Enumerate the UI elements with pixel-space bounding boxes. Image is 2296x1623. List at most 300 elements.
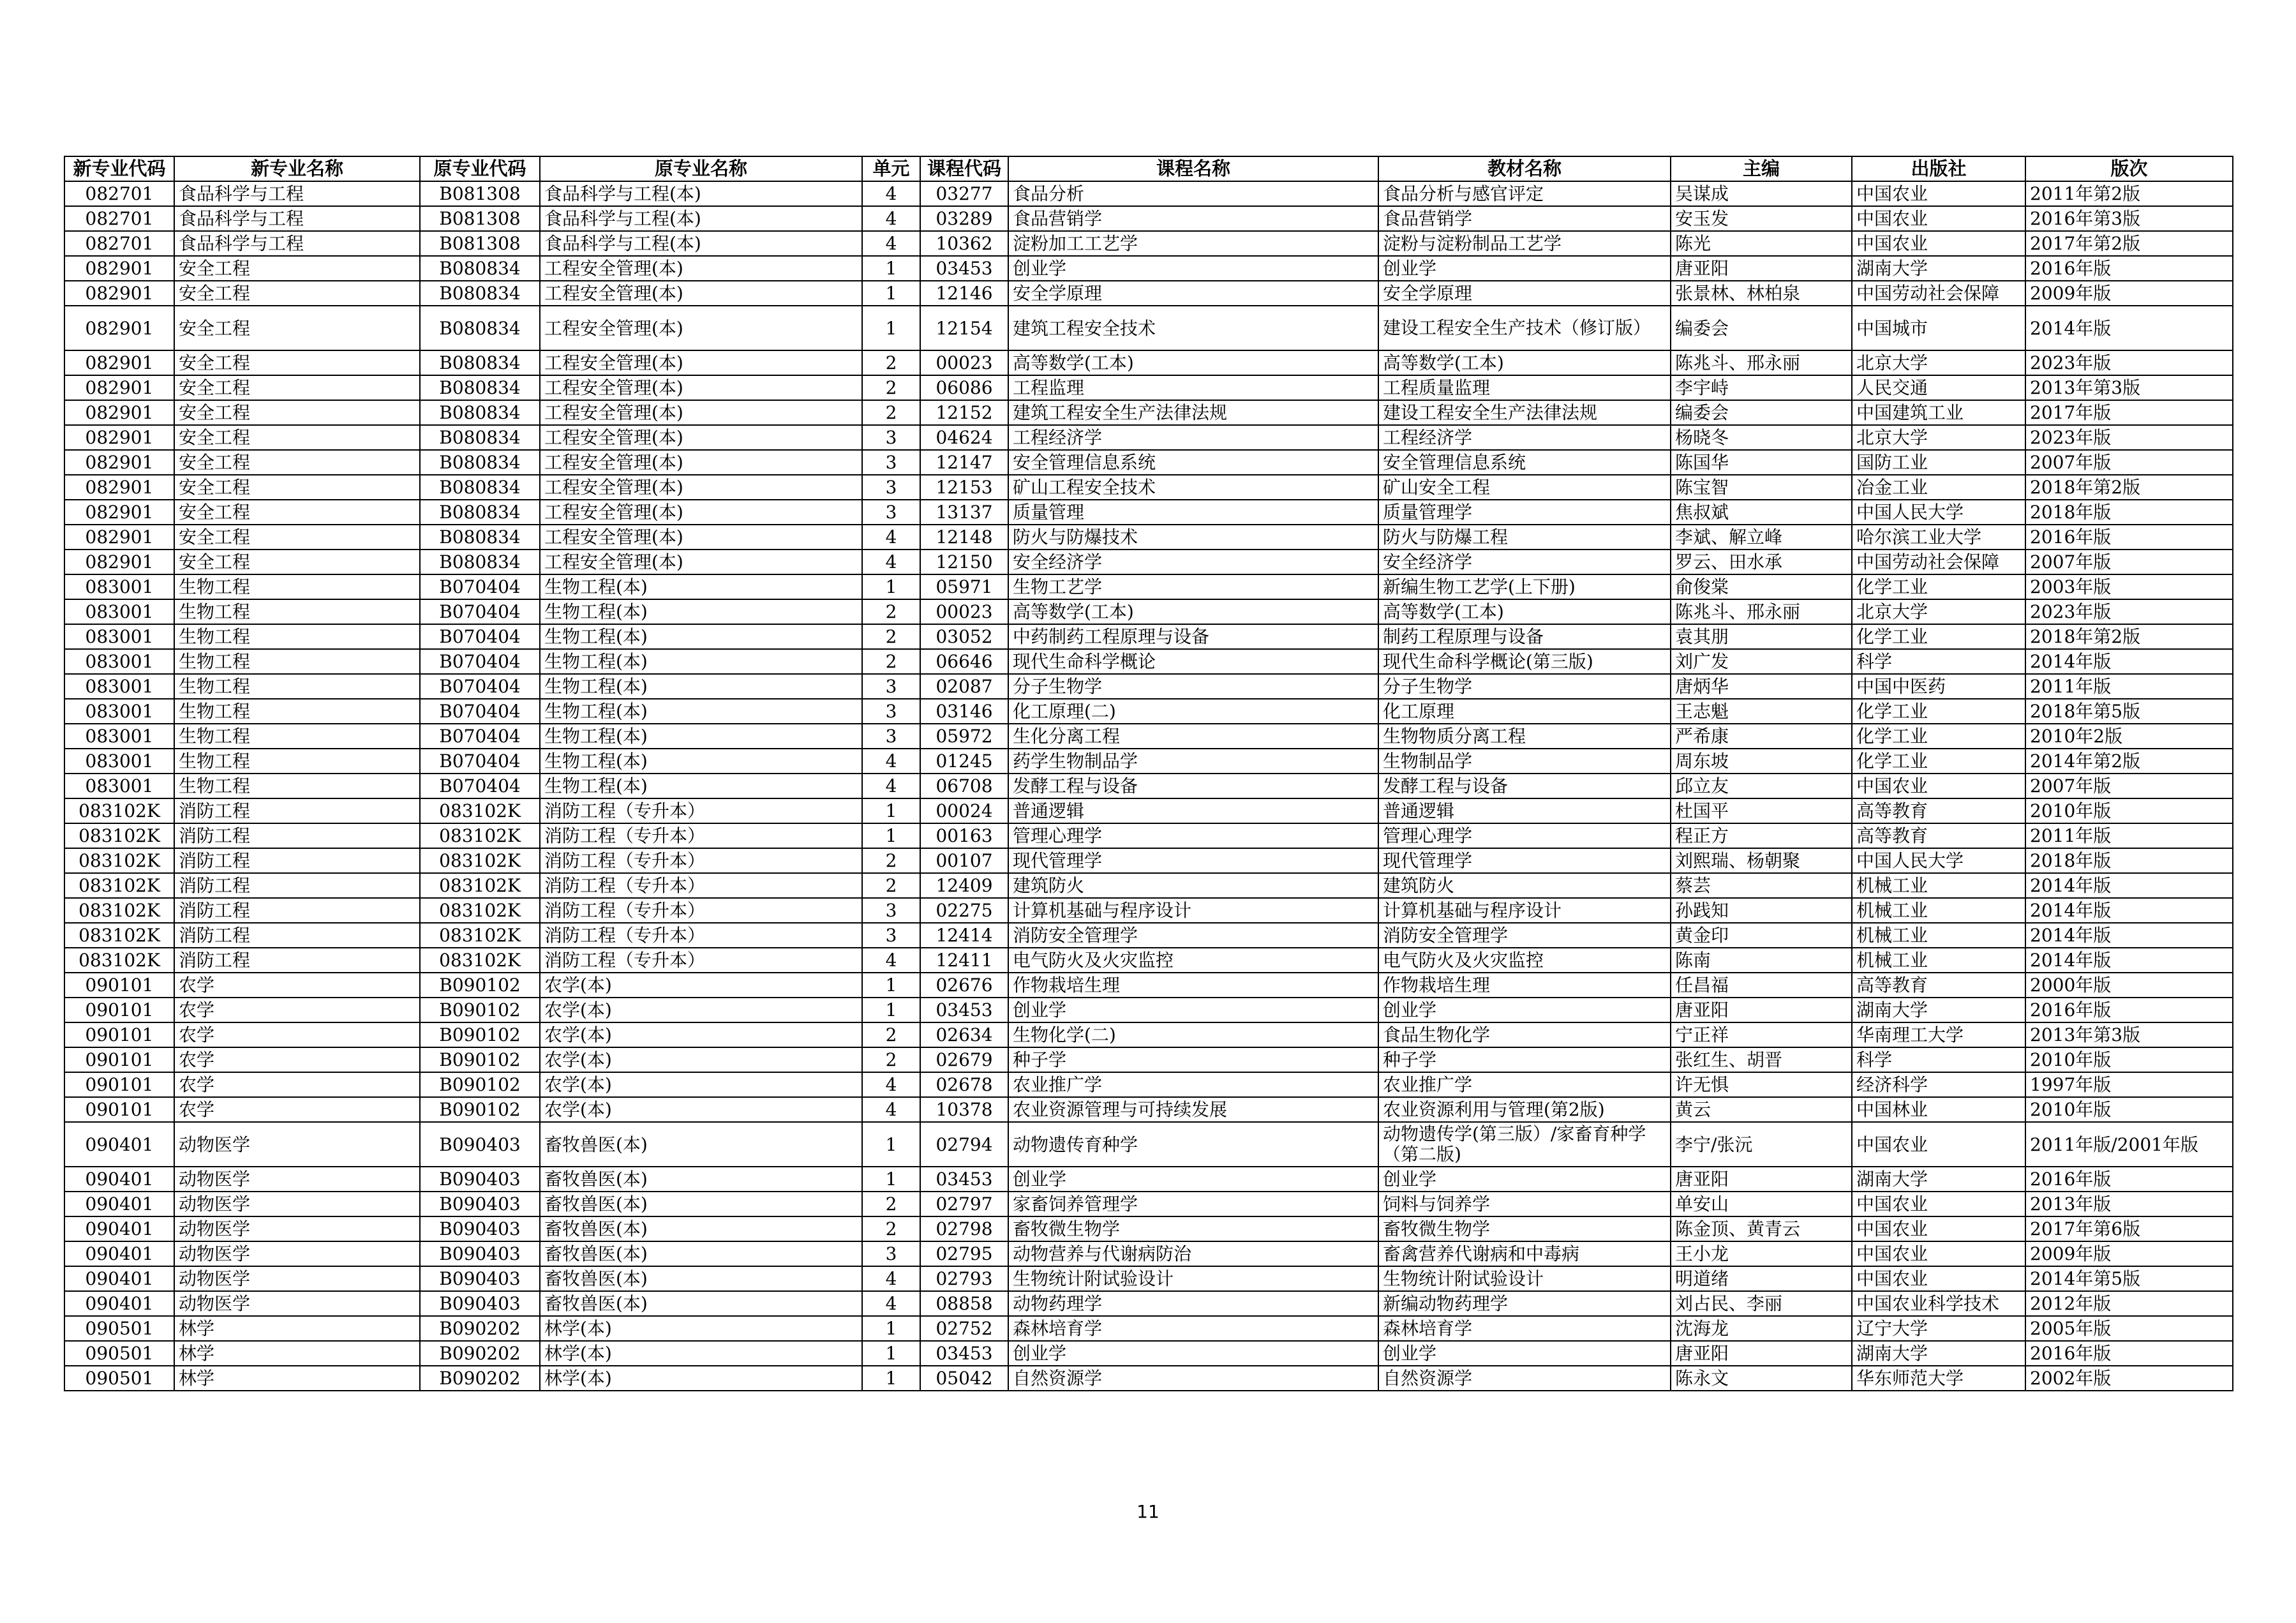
header-publisher: 出版社 bbox=[1852, 156, 2025, 181]
cell-publisher: 中国农业 bbox=[1852, 1122, 2025, 1167]
cell-course-name: 创业学 bbox=[1008, 998, 1378, 1022]
cell-old-major-name: 农学(本) bbox=[540, 1097, 862, 1122]
cell-old-major-code: B070404 bbox=[420, 599, 540, 624]
cell-unit: 3 bbox=[862, 450, 920, 475]
cell-new-major-name: 农学 bbox=[174, 1072, 420, 1097]
cell-publisher: 中国人民大学 bbox=[1852, 500, 2025, 525]
cell-new-major-code: 090101 bbox=[64, 1072, 174, 1097]
cell-old-major-name: 生物工程(本) bbox=[540, 649, 862, 674]
table-row bbox=[64, 674, 2233, 699]
cell-new-major-code: 083001 bbox=[64, 674, 174, 699]
cell-publisher: 北京大学 bbox=[1852, 350, 2025, 375]
cell-edition: 2017年第6版 bbox=[2025, 1216, 2233, 1241]
cell-publisher: 科学 bbox=[1852, 649, 2025, 674]
cell-unit: 1 bbox=[862, 1316, 920, 1341]
cell-edition: 2018年版 bbox=[2025, 500, 2233, 525]
cell-editor: 邱立友 bbox=[1671, 774, 1852, 798]
cell-edition: 2016年版 bbox=[2025, 1341, 2233, 1366]
cell-course-code: 02795 bbox=[920, 1241, 1008, 1266]
table-row bbox=[64, 1316, 2233, 1341]
cell-publisher: 中国城市 bbox=[1852, 306, 2025, 350]
cell-publisher: 机械工业 bbox=[1852, 873, 2025, 898]
cell-edition: 2011年第2版 bbox=[2025, 181, 2233, 206]
cell-course-code: 03453 bbox=[920, 1341, 1008, 1366]
cell-old-major-code: 083102K bbox=[420, 898, 540, 923]
cell-textbook-name: 高等数学(工本) bbox=[1378, 350, 1671, 375]
table-row bbox=[64, 400, 2233, 425]
table-row bbox=[64, 923, 2233, 948]
cell-course-code: 06646 bbox=[920, 649, 1008, 674]
cell-edition: 2016年版 bbox=[2025, 525, 2233, 550]
cell-old-major-code: B090403 bbox=[420, 1167, 540, 1192]
cell-old-major-code: B080834 bbox=[420, 500, 540, 525]
cell-new-major-name: 生物工程 bbox=[174, 699, 420, 724]
cell-new-major-code: 083001 bbox=[64, 749, 174, 774]
table-row bbox=[64, 1122, 2233, 1167]
cell-old-major-code: B090202 bbox=[420, 1366, 540, 1391]
cell-old-major-name: 食品科学与工程(本) bbox=[540, 206, 862, 231]
cell-new-major-code: 082901 bbox=[64, 375, 174, 400]
cell-editor: 宁正祥 bbox=[1671, 1022, 1852, 1047]
cell-editor: 唐亚阳 bbox=[1671, 998, 1852, 1022]
cell-unit: 4 bbox=[862, 1291, 920, 1316]
cell-course-name: 动物营养与代谢病防治 bbox=[1008, 1241, 1378, 1266]
cell-new-major-name: 动物医学 bbox=[174, 1216, 420, 1241]
cell-editor: 张红生、胡晋 bbox=[1671, 1047, 1852, 1072]
cell-unit: 3 bbox=[862, 425, 920, 450]
cell-old-major-code: B080834 bbox=[420, 256, 540, 281]
cell-new-major-code: 090401 bbox=[64, 1192, 174, 1216]
cell-course-name: 高等数学(工本) bbox=[1008, 350, 1378, 375]
header-new-major-code: 新专业代码 bbox=[64, 156, 174, 181]
cell-editor: 唐亚阳 bbox=[1671, 256, 1852, 281]
header-course-name: 课程名称 bbox=[1008, 156, 1378, 181]
cell-old-major-name: 工程安全管理(本) bbox=[540, 350, 862, 375]
cell-new-major-code: 082701 bbox=[64, 231, 174, 256]
cell-publisher: 中国林业 bbox=[1852, 1097, 2025, 1122]
cell-new-major-code: 090401 bbox=[64, 1266, 174, 1291]
table-row bbox=[64, 1341, 2233, 1366]
cell-old-major-code: B090102 bbox=[420, 973, 540, 998]
cell-old-major-code: 083102K bbox=[420, 848, 540, 873]
cell-textbook-name: 管理心理学 bbox=[1378, 823, 1671, 848]
cell-edition: 1997年版 bbox=[2025, 1072, 2233, 1097]
cell-new-major-code: 083001 bbox=[64, 649, 174, 674]
table-row bbox=[64, 749, 2233, 774]
cell-course-name: 建筑工程安全技术 bbox=[1008, 306, 1378, 350]
cell-new-major-name: 消防工程 bbox=[174, 848, 420, 873]
cell-new-major-code: 083102K bbox=[64, 823, 174, 848]
cell-edition: 2014年第2版 bbox=[2025, 749, 2233, 774]
cell-edition: 2007年版 bbox=[2025, 450, 2233, 475]
cell-unit: 4 bbox=[862, 1266, 920, 1291]
cell-edition: 2014年版 bbox=[2025, 923, 2233, 948]
cell-new-major-code: 083102K bbox=[64, 948, 174, 973]
cell-old-major-name: 农学(本) bbox=[540, 1047, 862, 1072]
cell-old-major-code: B090202 bbox=[420, 1316, 540, 1341]
cell-textbook-name: 食品营销学 bbox=[1378, 206, 1671, 231]
cell-new-major-name: 安全工程 bbox=[174, 475, 420, 500]
cell-course-code: 03453 bbox=[920, 256, 1008, 281]
cell-unit: 3 bbox=[862, 475, 920, 500]
header-unit: 单元 bbox=[862, 156, 920, 181]
cell-new-major-code: 090101 bbox=[64, 973, 174, 998]
cell-course-code: 12152 bbox=[920, 400, 1008, 425]
table-row bbox=[64, 848, 2233, 873]
cell-publisher: 中国建筑工业 bbox=[1852, 400, 2025, 425]
cell-edition: 2014年版 bbox=[2025, 898, 2233, 923]
cell-editor: 刘熙瑞、杨朝聚 bbox=[1671, 848, 1852, 873]
cell-unit: 4 bbox=[862, 525, 920, 550]
table-row bbox=[64, 525, 2233, 550]
cell-course-name: 工程监理 bbox=[1008, 375, 1378, 400]
cell-editor: 陈金顶、黄青云 bbox=[1671, 1216, 1852, 1241]
cell-editor: 周东坡 bbox=[1671, 749, 1852, 774]
table-row bbox=[64, 425, 2233, 450]
cell-unit: 2 bbox=[862, 624, 920, 649]
cell-course-code: 00024 bbox=[920, 798, 1008, 823]
cell-course-name: 动物药理学 bbox=[1008, 1291, 1378, 1316]
cell-editor: 任昌福 bbox=[1671, 973, 1852, 998]
cell-unit: 4 bbox=[862, 1072, 920, 1097]
cell-old-major-code: B070404 bbox=[420, 624, 540, 649]
cell-unit: 4 bbox=[862, 550, 920, 574]
cell-edition: 2011年版 bbox=[2025, 823, 2233, 848]
cell-course-name: 计算机基础与程序设计 bbox=[1008, 898, 1378, 923]
cell-unit: 4 bbox=[862, 206, 920, 231]
cell-edition: 2014年第5版 bbox=[2025, 1266, 2233, 1291]
cell-textbook-name: 淀粉与淀粉制品工艺学 bbox=[1378, 231, 1671, 256]
cell-unit: 2 bbox=[862, 375, 920, 400]
cell-course-code: 12414 bbox=[920, 923, 1008, 948]
cell-new-major-name: 生物工程 bbox=[174, 749, 420, 774]
cell-unit: 2 bbox=[862, 1047, 920, 1072]
cell-editor: 程正方 bbox=[1671, 823, 1852, 848]
cell-unit: 2 bbox=[862, 599, 920, 624]
cell-publisher: 化学工业 bbox=[1852, 699, 2025, 724]
cell-course-code: 05971 bbox=[920, 574, 1008, 599]
cell-course-code: 12411 bbox=[920, 948, 1008, 973]
cell-edition: 2018年第2版 bbox=[2025, 475, 2233, 500]
cell-new-major-name: 食品科学与工程 bbox=[174, 181, 420, 206]
table-row bbox=[64, 1167, 2233, 1192]
cell-new-major-name: 林学 bbox=[174, 1341, 420, 1366]
cell-unit: 4 bbox=[862, 1097, 920, 1122]
cell-new-major-code: 083001 bbox=[64, 774, 174, 798]
cell-old-major-code: 083102K bbox=[420, 823, 540, 848]
table-row bbox=[64, 898, 2233, 923]
cell-new-major-code: 090401 bbox=[64, 1122, 174, 1167]
cell-course-name: 作物栽培生理 bbox=[1008, 973, 1378, 998]
cell-old-major-code: B080834 bbox=[420, 350, 540, 375]
cell-editor: 李宇峙 bbox=[1671, 375, 1852, 400]
cell-old-major-name: 消防工程（专升本） bbox=[540, 873, 862, 898]
cell-old-major-code: B070404 bbox=[420, 699, 540, 724]
table-row bbox=[64, 1022, 2233, 1047]
cell-new-major-name: 消防工程 bbox=[174, 898, 420, 923]
cell-textbook-name: 建设工程安全生产法律法规 bbox=[1378, 400, 1671, 425]
cell-course-code: 02793 bbox=[920, 1266, 1008, 1291]
cell-new-major-name: 生物工程 bbox=[174, 674, 420, 699]
cell-edition: 2009年版 bbox=[2025, 281, 2233, 306]
cell-new-major-code: 083001 bbox=[64, 699, 174, 724]
cell-course-code: 02634 bbox=[920, 1022, 1008, 1047]
cell-textbook-name: 现代生命科学概论(第三版) bbox=[1378, 649, 1671, 674]
cell-textbook-name: 生物物质分离工程 bbox=[1378, 724, 1671, 749]
cell-editor: 编委会 bbox=[1671, 400, 1852, 425]
cell-publisher: 中国农业 bbox=[1852, 1266, 2025, 1291]
cell-old-major-name: 林学(本) bbox=[540, 1366, 862, 1391]
cell-new-major-code: 090401 bbox=[64, 1241, 174, 1266]
cell-editor: 杜国平 bbox=[1671, 798, 1852, 823]
cell-course-code: 02676 bbox=[920, 973, 1008, 998]
cell-unit: 3 bbox=[862, 898, 920, 923]
cell-old-major-code: B080834 bbox=[420, 281, 540, 306]
cell-edition: 2018年版 bbox=[2025, 848, 2233, 873]
cell-editor: 孙践知 bbox=[1671, 898, 1852, 923]
cell-course-code: 02679 bbox=[920, 1047, 1008, 1072]
cell-course-code: 02798 bbox=[920, 1216, 1008, 1241]
cell-editor: 编委会 bbox=[1671, 306, 1852, 350]
cell-unit: 1 bbox=[862, 574, 920, 599]
cell-old-major-name: 工程安全管理(本) bbox=[540, 450, 862, 475]
cell-course-code: 08858 bbox=[920, 1291, 1008, 1316]
cell-unit: 2 bbox=[862, 350, 920, 375]
cell-new-major-code: 083102K bbox=[64, 848, 174, 873]
table-body bbox=[64, 181, 2233, 1391]
cell-old-major-name: 生物工程(本) bbox=[540, 724, 862, 749]
cell-edition: 2011年版 bbox=[2025, 674, 2233, 699]
cell-new-major-name: 动物医学 bbox=[174, 1122, 420, 1167]
cell-unit: 4 bbox=[862, 231, 920, 256]
cell-course-name: 质量管理 bbox=[1008, 500, 1378, 525]
cell-unit: 1 bbox=[862, 1366, 920, 1391]
table-row bbox=[64, 475, 2233, 500]
cell-new-major-name: 动物医学 bbox=[174, 1192, 420, 1216]
cell-unit: 2 bbox=[862, 1192, 920, 1216]
cell-old-major-name: 生物工程(本) bbox=[540, 749, 862, 774]
cell-textbook-name: 生物统计附试验设计 bbox=[1378, 1266, 1671, 1291]
cell-textbook-name: 建设工程安全生产技术（修订版） bbox=[1378, 306, 1671, 350]
cell-new-major-name: 安全工程 bbox=[174, 425, 420, 450]
cell-old-major-code: B090202 bbox=[420, 1341, 540, 1366]
cell-course-name: 建筑防火 bbox=[1008, 873, 1378, 898]
cell-publisher: 湖南大学 bbox=[1852, 1167, 2025, 1192]
table-row bbox=[64, 1097, 2233, 1122]
cell-old-major-code: B090102 bbox=[420, 1072, 540, 1097]
table-row bbox=[64, 948, 2233, 973]
cell-course-name: 普通逻辑 bbox=[1008, 798, 1378, 823]
cell-new-major-name: 安全工程 bbox=[174, 500, 420, 525]
cell-textbook-name: 高等数学(工本) bbox=[1378, 599, 1671, 624]
cell-unit: 1 bbox=[862, 798, 920, 823]
cell-new-major-code: 082901 bbox=[64, 306, 174, 350]
cell-publisher: 中国劳动社会保障 bbox=[1852, 281, 2025, 306]
cell-new-major-code: 090501 bbox=[64, 1341, 174, 1366]
cell-textbook-name: 饲料与饲养学 bbox=[1378, 1192, 1671, 1216]
cell-textbook-name: 动物遗传学(第三版）/家畜育种学（第二版) bbox=[1378, 1122, 1671, 1167]
cell-old-major-name: 畜牧兽医(本) bbox=[540, 1266, 862, 1291]
cell-old-major-name: 生物工程(本) bbox=[540, 674, 862, 699]
cell-editor: 蔡芸 bbox=[1671, 873, 1852, 898]
cell-textbook-name: 发酵工程与设备 bbox=[1378, 774, 1671, 798]
cell-unit: 3 bbox=[862, 699, 920, 724]
table-row bbox=[64, 1291, 2233, 1316]
cell-new-major-name: 农学 bbox=[174, 1022, 420, 1047]
cell-old-major-code: B070404 bbox=[420, 649, 540, 674]
cell-course-name: 建筑工程安全生产法律法规 bbox=[1008, 400, 1378, 425]
cell-course-code: 06708 bbox=[920, 774, 1008, 798]
cell-edition: 2012年版 bbox=[2025, 1291, 2233, 1316]
cell-old-major-name: 林学(本) bbox=[540, 1341, 862, 1366]
cell-old-major-code: B090403 bbox=[420, 1241, 540, 1266]
cell-edition: 2023年版 bbox=[2025, 350, 2233, 375]
cell-course-name: 生物化学(二) bbox=[1008, 1022, 1378, 1047]
cell-publisher: 人民交通 bbox=[1852, 375, 2025, 400]
cell-course-code: 05042 bbox=[920, 1366, 1008, 1391]
cell-edition: 2014年版 bbox=[2025, 306, 2233, 350]
table-row bbox=[64, 1192, 2233, 1216]
cell-publisher: 化学工业 bbox=[1852, 624, 2025, 649]
cell-publisher: 机械工业 bbox=[1852, 948, 2025, 973]
cell-edition: 2009年版 bbox=[2025, 1241, 2233, 1266]
cell-course-name: 发酵工程与设备 bbox=[1008, 774, 1378, 798]
cell-textbook-name: 分子生物学 bbox=[1378, 674, 1671, 699]
cell-edition: 2016年版 bbox=[2025, 256, 2233, 281]
cell-publisher: 湖南大学 bbox=[1852, 998, 2025, 1022]
cell-unit: 2 bbox=[862, 649, 920, 674]
cell-new-major-code: 090401 bbox=[64, 1216, 174, 1241]
cell-unit: 1 bbox=[862, 998, 920, 1022]
cell-textbook-name: 普通逻辑 bbox=[1378, 798, 1671, 823]
cell-edition: 2016年版 bbox=[2025, 998, 2233, 1022]
cell-new-major-name: 消防工程 bbox=[174, 873, 420, 898]
cell-editor: 刘广发 bbox=[1671, 649, 1852, 674]
cell-editor: 陈南 bbox=[1671, 948, 1852, 973]
cell-publisher: 中国农业 bbox=[1852, 231, 2025, 256]
cell-edition: 2007年版 bbox=[2025, 550, 2233, 574]
cell-edition: 2010年版 bbox=[2025, 1097, 2233, 1122]
cell-publisher: 中国人民大学 bbox=[1852, 848, 2025, 873]
cell-editor: 李斌、解立峰 bbox=[1671, 525, 1852, 550]
cell-new-major-code: 083001 bbox=[64, 574, 174, 599]
header-new-major-name: 新专业名称 bbox=[174, 156, 420, 181]
table-row bbox=[64, 350, 2233, 375]
cell-edition: 2013年第3版 bbox=[2025, 375, 2233, 400]
cell-course-code: 10378 bbox=[920, 1097, 1008, 1122]
cell-publisher: 湖南大学 bbox=[1852, 256, 2025, 281]
table-row bbox=[64, 256, 2233, 281]
table-row bbox=[64, 1366, 2233, 1391]
cell-old-major-name: 畜牧兽医(本) bbox=[540, 1122, 862, 1167]
cell-textbook-name: 安全经济学 bbox=[1378, 550, 1671, 574]
cell-new-major-name: 动物医学 bbox=[174, 1241, 420, 1266]
cell-unit: 2 bbox=[862, 1022, 920, 1047]
cell-course-code: 03289 bbox=[920, 206, 1008, 231]
table-row bbox=[64, 823, 2233, 848]
cell-new-major-code: 090101 bbox=[64, 1097, 174, 1122]
table-row bbox=[64, 699, 2233, 724]
cell-publisher: 中国农业 bbox=[1852, 1192, 2025, 1216]
cell-publisher: 中国农业 bbox=[1852, 774, 2025, 798]
cell-unit: 1 bbox=[862, 973, 920, 998]
cell-course-code: 12154 bbox=[920, 306, 1008, 350]
cell-unit: 2 bbox=[862, 1216, 920, 1241]
cell-old-major-code: B070404 bbox=[420, 674, 540, 699]
cell-edition: 2010年版 bbox=[2025, 1047, 2233, 1072]
cell-new-major-name: 安全工程 bbox=[174, 281, 420, 306]
cell-textbook-name: 电气防火及火灾监控 bbox=[1378, 948, 1671, 973]
cell-course-code: 00023 bbox=[920, 350, 1008, 375]
cell-textbook-name: 畜禽营养代谢病和中毒病 bbox=[1378, 1241, 1671, 1266]
cell-course-name: 淀粉加工工艺学 bbox=[1008, 231, 1378, 256]
cell-textbook-name: 种子学 bbox=[1378, 1047, 1671, 1072]
cell-course-name: 自然资源学 bbox=[1008, 1366, 1378, 1391]
cell-publisher: 高等教育 bbox=[1852, 798, 2025, 823]
cell-old-major-code: B090102 bbox=[420, 1047, 540, 1072]
cell-editor: 黄云 bbox=[1671, 1097, 1852, 1122]
cell-unit: 3 bbox=[862, 724, 920, 749]
cell-new-major-code: 090401 bbox=[64, 1291, 174, 1316]
cell-new-major-name: 农学 bbox=[174, 998, 420, 1022]
cell-old-major-name: 工程安全管理(本) bbox=[540, 525, 862, 550]
cell-old-major-code: B070404 bbox=[420, 724, 540, 749]
table-row bbox=[64, 624, 2233, 649]
table-row bbox=[64, 1216, 2233, 1241]
cell-editor: 唐炳华 bbox=[1671, 674, 1852, 699]
cell-old-major-name: 畜牧兽医(本) bbox=[540, 1241, 862, 1266]
cell-course-code: 12146 bbox=[920, 281, 1008, 306]
cell-old-major-name: 消防工程（专升本） bbox=[540, 948, 862, 973]
cell-new-major-code: 082901 bbox=[64, 550, 174, 574]
cell-old-major-name: 食品科学与工程(本) bbox=[540, 181, 862, 206]
cell-edition: 2016年第3版 bbox=[2025, 206, 2233, 231]
cell-course-code: 02087 bbox=[920, 674, 1008, 699]
cell-unit: 4 bbox=[862, 774, 920, 798]
table-row bbox=[64, 550, 2233, 574]
cell-editor: 张景林、林柏泉 bbox=[1671, 281, 1852, 306]
cell-old-major-name: 生物工程(本) bbox=[540, 624, 862, 649]
cell-unit: 2 bbox=[862, 873, 920, 898]
cell-course-name: 现代生命科学概论 bbox=[1008, 649, 1378, 674]
cell-editor: 吴谋成 bbox=[1671, 181, 1852, 206]
cell-new-major-code: 090501 bbox=[64, 1316, 174, 1341]
cell-new-major-code: 082901 bbox=[64, 281, 174, 306]
cell-new-major-name: 安全工程 bbox=[174, 525, 420, 550]
cell-textbook-name: 消防安全管理学 bbox=[1378, 923, 1671, 948]
cell-course-code: 01245 bbox=[920, 749, 1008, 774]
cell-course-name: 动物遗传育种学 bbox=[1008, 1122, 1378, 1167]
cell-publisher: 中国农业 bbox=[1852, 206, 2025, 231]
table-row bbox=[64, 798, 2233, 823]
cell-new-major-code: 083001 bbox=[64, 624, 174, 649]
cell-old-major-code: B080834 bbox=[420, 475, 540, 500]
cell-course-code: 02794 bbox=[920, 1122, 1008, 1167]
cell-new-major-code: 090101 bbox=[64, 1022, 174, 1047]
cell-new-major-code: 082901 bbox=[64, 525, 174, 550]
cell-editor: 黄金印 bbox=[1671, 923, 1852, 948]
cell-textbook-name: 安全管理信息系统 bbox=[1378, 450, 1671, 475]
cell-textbook-name: 矿山安全工程 bbox=[1378, 475, 1671, 500]
cell-course-name: 分子生物学 bbox=[1008, 674, 1378, 699]
cell-old-major-name: 畜牧兽医(本) bbox=[540, 1216, 862, 1241]
cell-old-major-name: 林学(本) bbox=[540, 1316, 862, 1341]
cell-old-major-name: 工程安全管理(本) bbox=[540, 306, 862, 350]
cell-publisher: 中国农业 bbox=[1852, 181, 2025, 206]
cell-course-code: 02275 bbox=[920, 898, 1008, 923]
cell-old-major-code: B090403 bbox=[420, 1216, 540, 1241]
cell-editor: 王志魁 bbox=[1671, 699, 1852, 724]
